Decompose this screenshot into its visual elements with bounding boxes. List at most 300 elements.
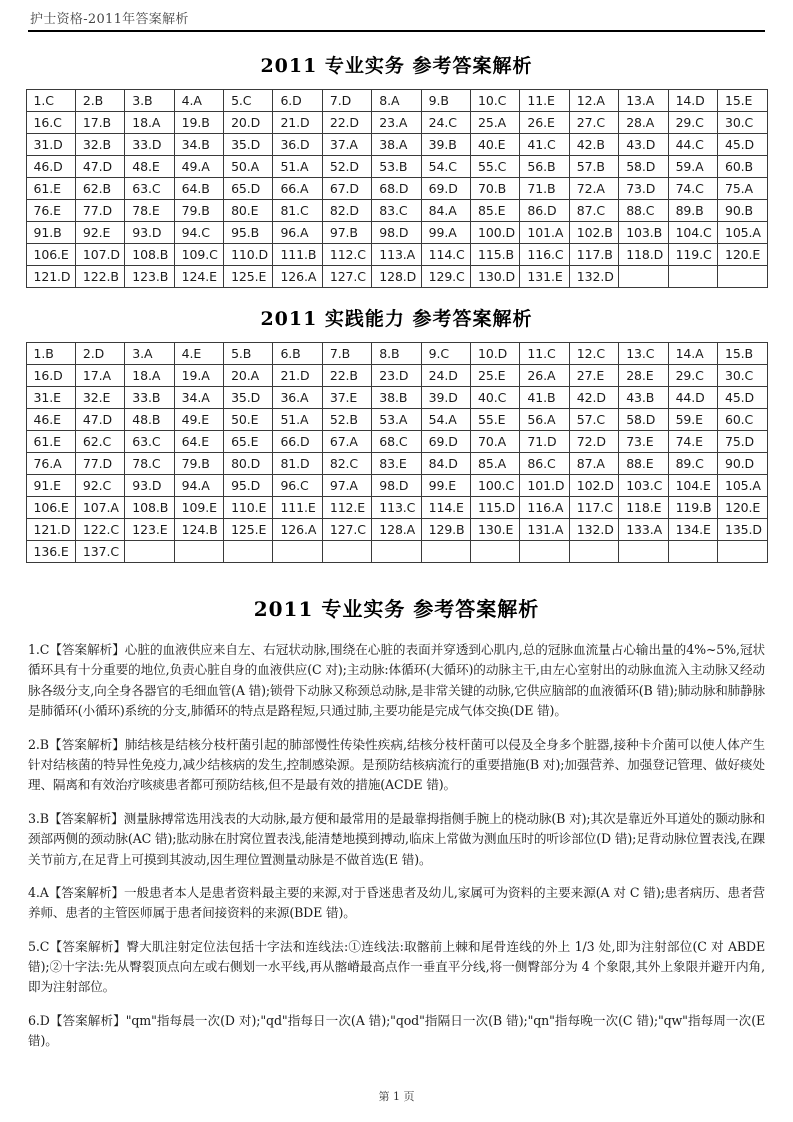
answer-cell: 7.B	[322, 343, 371, 365]
answer-cell: 89.B	[668, 200, 717, 222]
answer-cell: 77.D	[75, 200, 124, 222]
answer-cell: 77.D	[75, 453, 124, 475]
table-row	[26, 266, 767, 288]
answer-cell: 65.D	[224, 178, 273, 200]
answer-cell: 125.E	[224, 266, 273, 288]
answer-cell: 111.B	[273, 244, 322, 266]
answer-cell: 23.A	[372, 112, 421, 134]
answer-cell: 126.A	[273, 266, 322, 288]
answer-cell: 68.C	[372, 431, 421, 453]
table-row	[26, 134, 767, 156]
answer-cell: 9.B	[421, 90, 470, 112]
answer-cell: 72.A	[569, 178, 618, 200]
answer-cell: 122.B	[75, 266, 124, 288]
answer-cell: 121.D	[26, 519, 75, 541]
answer-cell: 8.A	[372, 90, 421, 112]
explanation-list	[0, 636, 793, 1052]
answer-cell: 109.C	[174, 244, 223, 266]
answer-cell: 82.D	[322, 200, 371, 222]
answer-cell: 29.C	[668, 365, 717, 387]
answer-cell: 114.C	[421, 244, 470, 266]
answer-cell: 59.A	[668, 156, 717, 178]
answer-cell: 5.C	[224, 90, 273, 112]
answer-cell: 42.D	[569, 387, 618, 409]
answer-cell: 55.C	[471, 156, 520, 178]
table-row	[26, 387, 767, 409]
answer-cell: 38.B	[372, 387, 421, 409]
running-header: 护士资格-2011年答案解析	[30, 12, 189, 27]
table-row	[26, 475, 767, 497]
answer-cell: 121.D	[26, 266, 75, 288]
answer-cell: 115.B	[471, 244, 520, 266]
answer-cell: 118.E	[619, 497, 668, 519]
answer-cell: 23.D	[372, 365, 421, 387]
table-row	[26, 453, 767, 475]
answer-cell: 126.A	[273, 519, 322, 541]
answer-cell: 35.D	[224, 387, 273, 409]
answer-cell: 130.D	[471, 266, 520, 288]
answer-cell: 93.D	[125, 222, 174, 244]
answer-cell: 96.C	[273, 475, 322, 497]
answer-cell: 36.D	[273, 134, 322, 156]
answer-cell: 69.D	[421, 431, 470, 453]
answer-cell: 11.E	[520, 90, 569, 112]
answer-cell: 92.C	[75, 475, 124, 497]
answer-cell: 74.E	[668, 431, 717, 453]
answer-cell: 88.C	[619, 200, 668, 222]
answer-cell: 111.E	[273, 497, 322, 519]
explanation-item: 2.B【答案解析】肺结核是结核分枝杆菌引起的肺部慢性传染性疾病,结核分枝杆菌可以侵及全身多个脏器,接种卡介菌可以使人体产生针对结核菌的特异性免疫力,减少结核病的发生,控制感染源。是预防结核病流行的重要措施(B 对);加强营养、加强登记管理、做好痰处理、隔离和有效治疗咳痰患者都可预防结核,但不是最有效的措施(ACDE 错)。	[28, 736, 765, 793]
answer-cell: 109.E	[174, 497, 223, 519]
answer-cell: 82.C	[322, 453, 371, 475]
answer-cell: 16.D	[26, 365, 75, 387]
answer-cell: 123.B	[125, 266, 174, 288]
answer-cell: 84.D	[421, 453, 470, 475]
table-row	[26, 178, 767, 200]
answer-cell: 52.B	[322, 409, 371, 431]
answer-cell: 117.C	[569, 497, 618, 519]
answer-cell-empty	[619, 266, 668, 288]
answer-cell: 18.A	[125, 365, 174, 387]
answer-cell: 100.C	[471, 475, 520, 497]
answer-cell: 71.D	[520, 431, 569, 453]
answer-cell-empty	[717, 541, 767, 563]
answer-cell: 43.B	[619, 387, 668, 409]
answer-cell: 76.A	[26, 453, 75, 475]
answer-cell: 55.E	[471, 409, 520, 431]
answer-cell: 37.E	[322, 387, 371, 409]
answer-cell: 24.C	[421, 112, 470, 134]
answer-cell: 27.C	[569, 112, 618, 134]
answer-cell: 17.B	[75, 112, 124, 134]
answer-cell: 19.B	[174, 112, 223, 134]
answer-cell-empty	[372, 541, 421, 563]
answer-cell: 85.A	[471, 453, 520, 475]
answer-cell: 108.B	[125, 244, 174, 266]
answer-cell: 59.E	[668, 409, 717, 431]
answer-cell: 105.A	[717, 475, 767, 497]
answer-cell: 75.A	[717, 178, 767, 200]
answer-cell: 35.D	[224, 134, 273, 156]
answer-cell: 78.E	[125, 200, 174, 222]
answer-cell-empty	[224, 541, 273, 563]
answer-cell: 60.C	[717, 409, 767, 431]
answer-cell: 137.C	[75, 541, 124, 563]
explanation-item: 1.C【答案解析】心脏的血液供应来自左、右冠状动脉,围绕在心脏的表面并穿透到心肌内,总的冠脉血流量占心输出量的4%~5%,冠状循环具有十分重要的地位,负责心脏自身的血液供应(C 对);主动脉:体循环(大循环)的动脉主干,由左心室射出的动脉血流入主动脉又经动脉各级分支,向全身各器官的毛细血管(A 错);锁骨下动脉又称颈总动脉,是非常关键的动脉,它供应脑部的血液循环(B 错);肺动脉和肺静脉是肺循环(小循环)系统的分支,肺循环的特点是路程短,只通过肺,主要功能是完成气体交换(DE 错)。	[28, 642, 765, 719]
answer-cell: 64.E	[174, 431, 223, 453]
answer-cell: 94.A	[174, 475, 223, 497]
answer-cell: 1.C	[26, 90, 75, 112]
answer-cell: 43.D	[619, 134, 668, 156]
answer-cell: 128.D	[372, 266, 421, 288]
answer-cell: 50.A	[224, 156, 273, 178]
answer-cell: 58.D	[619, 156, 668, 178]
answer-cell: 32.B	[75, 134, 124, 156]
answer-cell: 3.A	[125, 343, 174, 365]
answer-cell: 32.E	[75, 387, 124, 409]
answer-cell-empty	[619, 541, 668, 563]
answer-cell: 80.E	[224, 200, 273, 222]
answer-cell: 13.A	[619, 90, 668, 112]
answer-cell: 57.B	[569, 156, 618, 178]
answer-cell: 4.E	[174, 343, 223, 365]
answer-cell: 86.D	[520, 200, 569, 222]
answer-cell: 48.E	[125, 156, 174, 178]
answer-cell: 30.C	[717, 112, 767, 134]
answer-cell: 98.D	[372, 475, 421, 497]
answer-cell: 90.B	[717, 200, 767, 222]
answer-cell-empty	[125, 541, 174, 563]
answer-cell: 26.E	[520, 112, 569, 134]
answer-cell: 81.D	[273, 453, 322, 475]
table-row	[26, 90, 767, 112]
answer-cell: 72.D	[569, 431, 618, 453]
answer-cell: 76.E	[26, 200, 75, 222]
answer-cell: 73.E	[619, 431, 668, 453]
answer-cell: 106.E	[26, 497, 75, 519]
answer-cell: 51.A	[273, 156, 322, 178]
answer-cell: 80.D	[224, 453, 273, 475]
answer-cell: 86.C	[520, 453, 569, 475]
answer-cell: 19.A	[174, 365, 223, 387]
answer-cell: 68.D	[372, 178, 421, 200]
answer-cell: 31.D	[26, 134, 75, 156]
answer-cell: 46.E	[26, 409, 75, 431]
answer-cell: 119.B	[668, 497, 717, 519]
answer-cell: 99.A	[421, 222, 470, 244]
answer-cell: 93.D	[125, 475, 174, 497]
answer-cell: 20.D	[224, 112, 273, 134]
answer-cell: 26.A	[520, 365, 569, 387]
answer-cell: 135.D	[717, 519, 767, 541]
answer-cell: 107.A	[75, 497, 124, 519]
answer-cell: 119.C	[668, 244, 717, 266]
answer-cell: 62.C	[75, 431, 124, 453]
answer-cell: 6.D	[273, 90, 322, 112]
answer-cell: 117.B	[569, 244, 618, 266]
answer-cell: 41.C	[520, 134, 569, 156]
answer-cell-empty	[668, 541, 717, 563]
answer-cell: 51.A	[273, 409, 322, 431]
table-row	[26, 431, 767, 453]
answer-cell: 97.B	[322, 222, 371, 244]
answer-cell: 134.E	[668, 519, 717, 541]
answer-cell: 11.C	[520, 343, 569, 365]
explanation-item: 6.D【答案解析】"qm"指每晨一次(D 对);"qd"指每日一次(A 错);"qod"指隔日一次(B 错);"qn"指每晚一次(C 错);"qw"指每周一次(E 错)。	[28, 1012, 765, 1049]
answer-cell: 106.E	[26, 244, 75, 266]
answer-cell: 3.B	[125, 90, 174, 112]
answer-cell: 112.E	[322, 497, 371, 519]
answer-cell: 98.D	[372, 222, 421, 244]
answer-cell: 2.B	[75, 90, 124, 112]
table-row	[26, 497, 767, 519]
answer-cell: 40.C	[471, 387, 520, 409]
answer-cell: 114.E	[421, 497, 470, 519]
answer-cell: 99.E	[421, 475, 470, 497]
answer-cell: 28.E	[619, 365, 668, 387]
answer-cell: 47.D	[75, 156, 124, 178]
answer-cell: 116.C	[520, 244, 569, 266]
answer-cell: 103.B	[619, 222, 668, 244]
answer-cell: 65.E	[224, 431, 273, 453]
answer-cell: 14.D	[668, 90, 717, 112]
answer-cell: 45.D	[717, 134, 767, 156]
table-row	[26, 112, 767, 134]
answer-cell: 38.A	[372, 134, 421, 156]
answer-cell: 122.C	[75, 519, 124, 541]
answer-cell: 129.B	[421, 519, 470, 541]
answer-cell: 63.C	[125, 178, 174, 200]
answer-cell: 110.E	[224, 497, 273, 519]
answer-cell: 101.A	[520, 222, 569, 244]
answer-cell: 58.D	[619, 409, 668, 431]
answer-cell: 12.A	[569, 90, 618, 112]
answer-cell: 6.B	[273, 343, 322, 365]
answer-cell: 56.A	[520, 409, 569, 431]
answer-cell: 91.B	[26, 222, 75, 244]
answer-cell: 132.D	[569, 266, 618, 288]
answer-cell: 22.B	[322, 365, 371, 387]
answer-cell: 54.A	[421, 409, 470, 431]
answer-cell: 60.B	[717, 156, 767, 178]
answer-cell: 79.B	[174, 200, 223, 222]
answer-cell: 50.E	[224, 409, 273, 431]
answer-cell: 74.C	[668, 178, 717, 200]
answer-cell: 110.D	[224, 244, 273, 266]
answer-cell: 113.A	[372, 244, 421, 266]
answer-cell: 10.D	[471, 343, 520, 365]
answer-cell: 102.B	[569, 222, 618, 244]
answer-cell: 101.D	[520, 475, 569, 497]
answer-cell: 12.C	[569, 343, 618, 365]
answer-cell: 67.A	[322, 431, 371, 453]
answer-cell: 37.A	[322, 134, 371, 156]
answer-cell: 90.D	[717, 453, 767, 475]
answer-cell: 24.D	[421, 365, 470, 387]
answer-cell: 61.E	[26, 431, 75, 453]
answer-cell: 124.E	[174, 266, 223, 288]
table-row	[26, 200, 767, 222]
answer-cell: 34.B	[174, 134, 223, 156]
answer-cell: 92.E	[75, 222, 124, 244]
answer-cell: 136.E	[26, 541, 75, 563]
answer-cell: 22.D	[322, 112, 371, 134]
answer-cell: 83.C	[372, 200, 421, 222]
answer-cell: 108.B	[125, 497, 174, 519]
answer-cell: 46.D	[26, 156, 75, 178]
explanations-title: 2011 专业实务 参考答案解析	[253, 597, 540, 621]
answer-cell: 120.E	[717, 244, 767, 266]
answer-cell: 20.A	[224, 365, 273, 387]
answer-cell: 113.C	[372, 497, 421, 519]
answer-cell: 47.D	[75, 409, 124, 431]
answer-cell: 107.D	[75, 244, 124, 266]
answer-cell: 127.C	[322, 519, 371, 541]
answer-cell: 63.C	[125, 431, 174, 453]
answer-cell: 131.A	[520, 519, 569, 541]
answer-cell: 52.D	[322, 156, 371, 178]
table-row	[26, 541, 767, 563]
answer-cell: 70.B	[471, 178, 520, 200]
answer-cell: 84.A	[421, 200, 470, 222]
answer-cell: 70.A	[471, 431, 520, 453]
answer-cell: 42.B	[569, 134, 618, 156]
answer-cell: 15.B	[717, 343, 767, 365]
answer-cell: 96.A	[273, 222, 322, 244]
explanation-item: 4.A【答案解析】一般患者本人是患者资料最主要的来源,对于昏迷患者及幼儿,家属可为资料的主要来源(A 对 C 错);患者病历、患者营养师、患者的主管医师属于患者间接资料的来源(BDE 错)。	[28, 884, 765, 921]
answer-cell: 124.B	[174, 519, 223, 541]
answer-cell: 53.B	[372, 156, 421, 178]
answers-part1-title: 2011 专业实务 参考答案解析	[260, 55, 533, 77]
answer-cell: 116.A	[520, 497, 569, 519]
answer-cell: 78.C	[125, 453, 174, 475]
answers-part2-title: 2011 实践能力 参考答案解析	[260, 308, 533, 330]
answer-cell: 18.A	[125, 112, 174, 134]
answer-cell: 62.B	[75, 178, 124, 200]
answer-cell: 5.B	[224, 343, 273, 365]
answer-cell-empty	[174, 541, 223, 563]
table-row	[26, 222, 767, 244]
answer-cell: 100.D	[471, 222, 520, 244]
answer-cell: 8.B	[372, 343, 421, 365]
answer-cell: 91.E	[26, 475, 75, 497]
answer-cell: 7.D	[322, 90, 371, 112]
answer-cell: 112.C	[322, 244, 371, 266]
answer-cell: 53.A	[372, 409, 421, 431]
answer-cell: 66.D	[273, 431, 322, 453]
table-row	[26, 409, 767, 431]
answer-cell: 127.C	[322, 266, 371, 288]
answer-cell: 87.C	[569, 200, 618, 222]
answer-cell: 120.E	[717, 497, 767, 519]
answer-cell: 133.A	[619, 519, 668, 541]
answer-cell: 66.A	[273, 178, 322, 200]
answer-cell: 83.E	[372, 453, 421, 475]
answer-cell-empty	[273, 541, 322, 563]
answer-cell: 132.D	[569, 519, 618, 541]
answer-cell: 75.D	[717, 431, 767, 453]
answer-cell: 104.C	[668, 222, 717, 244]
answer-cell: 34.A	[174, 387, 223, 409]
answer-cell: 30.C	[717, 365, 767, 387]
answer-cell: 9.C	[421, 343, 470, 365]
answer-cell: 125.E	[224, 519, 273, 541]
answer-cell: 56.B	[520, 156, 569, 178]
answer-cell: 71.B	[520, 178, 569, 200]
table-row	[26, 244, 767, 266]
answer-cell: 103.C	[619, 475, 668, 497]
answer-cell: 88.E	[619, 453, 668, 475]
answer-cell: 49.A	[174, 156, 223, 178]
answer-cell: 54.C	[421, 156, 470, 178]
explanation-item: 3.B【答案解析】测量脉搏常选用浅表的大动脉,最方便和最常用的是最靠拇指侧手腕上的桡动脉(B 对);其次是靠近外耳道处的颞动脉和颈部两侧的颈动脉(AC 错);肱动脉在肘窝位置表浅,能清楚地摸到搏动,临床上常做为测血压时的听诊部位(D 错);足背动脉位置表浅,在踝关节前方,在足背上可摸到其波动,因生理位置测量动脉是不做首选(E 错)。	[28, 810, 765, 867]
answer-cell: 41.B	[520, 387, 569, 409]
answer-cell: 25.A	[471, 112, 520, 134]
answer-cell: 33.D	[125, 134, 174, 156]
answer-cell: 44.D	[668, 387, 717, 409]
answer-cell-empty	[322, 541, 371, 563]
answer-cell: 36.A	[273, 387, 322, 409]
answer-cell: 17.A	[75, 365, 124, 387]
table-row	[26, 343, 767, 365]
answer-cell: 67.D	[322, 178, 371, 200]
answer-cell: 29.C	[668, 112, 717, 134]
answer-cell-empty	[471, 541, 520, 563]
answer-cell: 130.E	[471, 519, 520, 541]
answer-cell: 104.E	[668, 475, 717, 497]
answer-cell: 97.A	[322, 475, 371, 497]
answer-cell: 115.D	[471, 497, 520, 519]
answer-cell: 39.B	[421, 134, 470, 156]
answer-cell: 95.D	[224, 475, 273, 497]
table-row	[26, 365, 767, 387]
answer-cell: 129.C	[421, 266, 470, 288]
answer-cell: 102.D	[569, 475, 618, 497]
answer-cell: 118.D	[619, 244, 668, 266]
answer-cell: 21.D	[273, 365, 322, 387]
answer-cell: 64.B	[174, 178, 223, 200]
answer-cell: 31.E	[26, 387, 75, 409]
answer-cell-empty	[569, 541, 618, 563]
answer-cell: 39.D	[421, 387, 470, 409]
answer-cell: 95.B	[224, 222, 273, 244]
answer-cell: 81.C	[273, 200, 322, 222]
page-footer: 第 1 页	[378, 1090, 415, 1103]
answer-cell-empty	[421, 541, 470, 563]
answer-cell: 44.C	[668, 134, 717, 156]
answer-cell: 105.A	[717, 222, 767, 244]
answer-cell: 45.D	[717, 387, 767, 409]
answer-grid-practical-ability	[26, 342, 768, 563]
answer-cell: 49.E	[174, 409, 223, 431]
answer-cell: 79.B	[174, 453, 223, 475]
answer-cell: 16.C	[26, 112, 75, 134]
answer-cell: 128.A	[372, 519, 421, 541]
answer-cell: 2.D	[75, 343, 124, 365]
answer-cell-empty	[717, 266, 767, 288]
answer-cell-empty	[668, 266, 717, 288]
answer-cell: 28.A	[619, 112, 668, 134]
answer-cell: 27.E	[569, 365, 618, 387]
answer-cell: 4.A	[174, 90, 223, 112]
answer-cell: 14.A	[668, 343, 717, 365]
answer-cell: 61.E	[26, 178, 75, 200]
answer-cell-empty	[520, 541, 569, 563]
answer-cell: 21.D	[273, 112, 322, 134]
table-row	[26, 156, 767, 178]
answer-cell: 25.E	[471, 365, 520, 387]
explanation-item: 5.C【答案解析】臀大肌注射定位法包括十字法和连线法:①连线法:取髂前上棘和尾骨连线的外上 1/3 处,即为注射部位(C 对 ABDE 错);②十字法:先从臀裂顶点向左或右侧划一水平线,再从髂嵴最高点作一垂直平分线,将一侧臀部分为 4 个象限,其外上象限并避开内角,即为注射部位。	[28, 938, 765, 995]
